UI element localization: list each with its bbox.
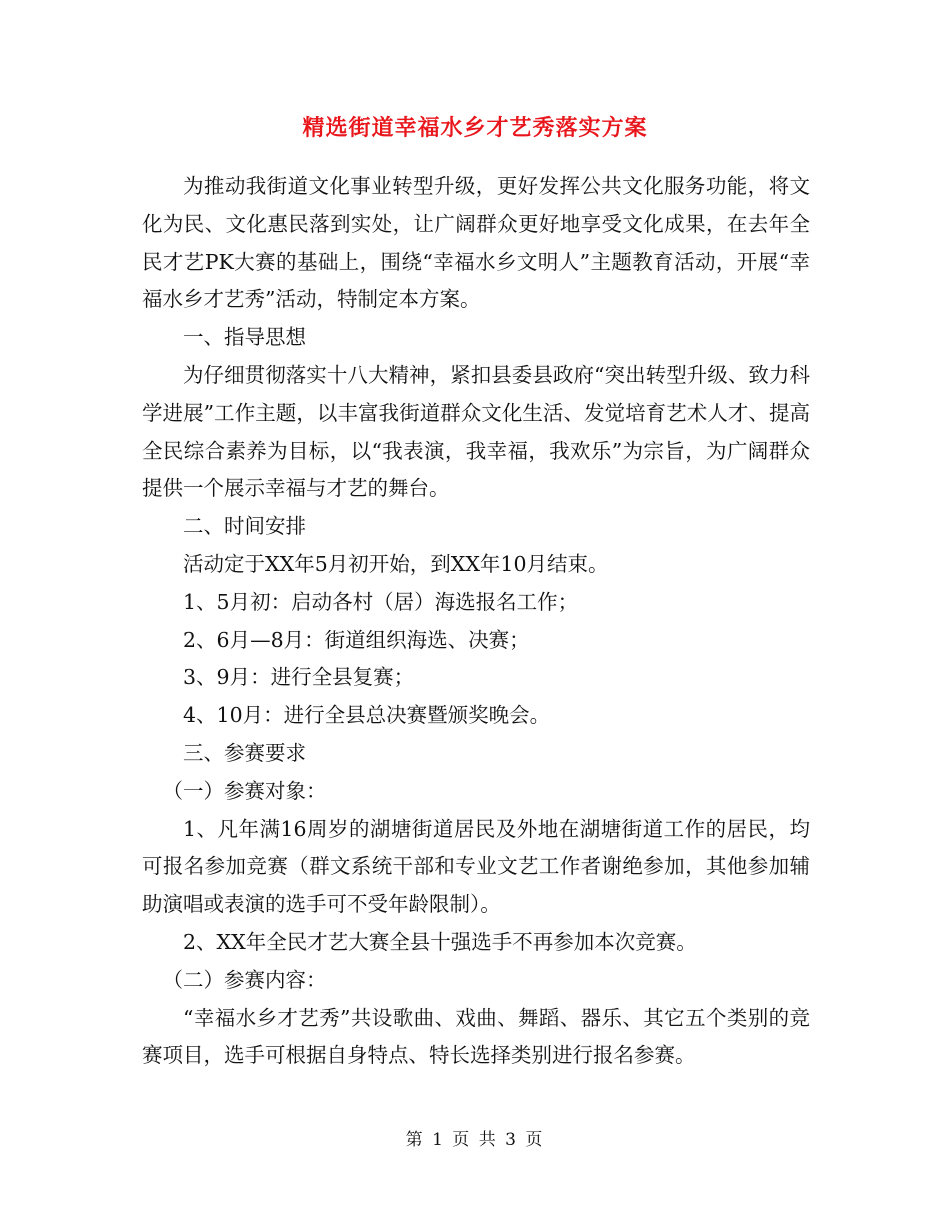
- schedule-item-3: 3、9月：进行全县复赛；: [183, 665, 415, 690]
- participants-item-1: 1、凡年满16周岁的湖塘街道居民及外地在湖塘街道工作的居民，均可报名参加竞赛（群文系统干部和专业文艺工作者谢绝参加，其他参加辅助演唱或表演的选手可不受年龄限制）。: [142, 816, 810, 917]
- guiding-ideology-paragraph: 为仔细贯彻落实十八大精神，紧扣县委县政府“突出转型升级、致力科学进展”工作主题，以丰富我街道群众文化生活、发觉培育艺术人才、提高全民综合素养为目标，以“我表演，我幸福，我欢乐”为宗旨，为广阔群众提供一个展示幸福与才艺的舞台。: [142, 362, 810, 501]
- section-heading-schedule: 二、时间安排: [183, 514, 306, 539]
- subheading-participants: （一）参赛对象：: [162, 778, 327, 803]
- document-body: [142, 168, 810, 1075]
- section-heading-guiding-ideology: 一、指导思想: [183, 325, 306, 350]
- participants-item-2: 2、XX年全民才艺大赛全县十强选手不再参加本次竞赛。: [183, 929, 697, 954]
- page-footer: 第 1 页 共 3 页: [405, 1130, 545, 1150]
- schedule-item-4: 4、10月：进行全县总决赛暨颁奖晚会。: [183, 703, 551, 728]
- section-heading-requirements: 三、参赛要求: [183, 740, 306, 765]
- intro-paragraph: 为推动我街道文化事业转型升级，更好发挥公共文化服务功能，将文化为民、文化惠民落到实处，让广阔群众更好地享受文化成果，在去年全民才艺PK大赛的基础上，围绕“幸福水乡文明人”主题教育活动，开展“幸福水乡才艺秀”活动，特制定本方案。: [142, 174, 810, 312]
- content-paragraph: “幸福水乡才艺秀”共设歌曲、戏曲、舞蹈、器乐、其它五个类别的竞赛项目，选手可根据自身特点、特长选择类别进行报名参赛。: [142, 1005, 810, 1068]
- schedule-paragraph: 活动定于XX年5月初开始，到XX年10月结束。: [183, 551, 609, 576]
- document-title: 精选街道幸福水乡才艺秀落实方案: [302, 115, 648, 141]
- subheading-content: （二）参赛内容：: [162, 967, 327, 992]
- schedule-item-2: 2、6月—8月：街道组织海选、决赛；: [183, 627, 530, 652]
- schedule-item-1: 1、5月初：启动各村（居）海选报名工作；: [183, 589, 579, 614]
